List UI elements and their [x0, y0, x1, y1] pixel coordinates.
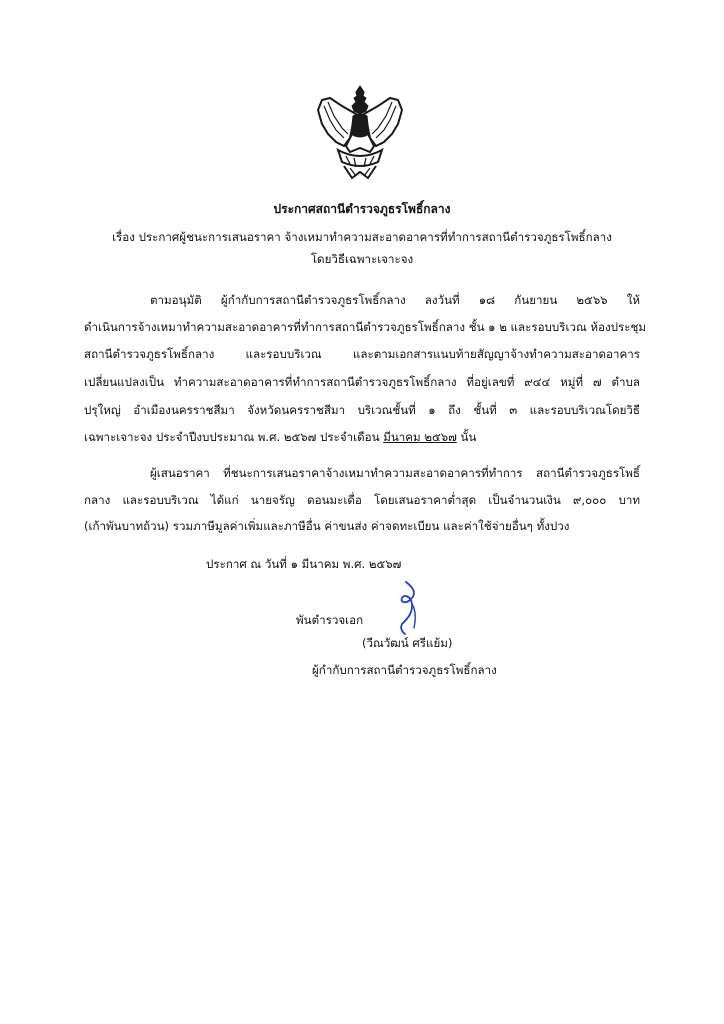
- procurement-method: โดยวิธีเฉพาะเจาะจง: [310, 252, 414, 266]
- signer-rank: พันตำรวจเอก: [296, 613, 364, 627]
- paragraph-1-line-1: ตามอนุมัติ ผู้กำกับการสถานีตำรวจภูธรโพธิ์กลาง ลงวันที่ ๑๘ กันยายน ๒๕๖๖ ให้: [150, 293, 640, 307]
- paragraph-1-line-3: สถานีตำรวจภูธรโพธิ์กลาง และรอบบริเวณ และตามเอกสารแนบท้ายสัญญาจ้างทำความสะอาดอาคาร: [84, 347, 640, 361]
- signer-name: (วีณวัฒน์ ศรีแย้ม): [362, 636, 453, 650]
- service-month: มีนาคม ๒๕๖๗: [383, 430, 457, 444]
- paragraph-1-line-5: ปรุใหญ่ อำเมืองนครราชสีมา จังหวัดนครราชสีมา บริเวณชั้นที่ ๑ ถึง ชั้นที่ ๓ และรอบบริเวณโดยวิธี: [84, 403, 640, 417]
- paragraph-2-line-1: ผู้เสนอราคา ที่ชนะการเสนอราคาจ้างเหมาทำความสะอาดอาคารที่ทำการ สถานีตำรวจภูธรโพธิ์: [150, 466, 640, 480]
- garuda-emblem-icon: [316, 84, 404, 180]
- paragraph-2-line-2: กลาง และรอบบริเวณ ได้แก่ นายจรัญ ดอนมะเดื่อ โดยเสนอราคาต่ำสุด เป็นจำนวนเงิน ๙,๐๐๐ บาท: [84, 493, 640, 507]
- paragraph-2-line-3: (เก้าพันบาทถ้วน) รวมภาษีมูลค่าเพิ่มและภาษีอื่น ค่าขนส่ง ค่าจดทะเบียน และค่าใช้จ่ายอื่นๆ ทั้งปวง: [84, 519, 570, 533]
- announcement-date: ประกาศ ณ วันที่ ๑ มีนาคม พ.ศ. ๒๕๖๗: [206, 557, 402, 571]
- handwritten-signature-icon: [390, 578, 426, 636]
- paragraph-1-end: นั้น: [460, 430, 477, 444]
- paragraph-1-line-2: ดำเนินการจ้างเหมาทำความสะอาดอาคารที่ทำการสถานีตำรวจภูธรโพธิ์กลาง ชั้น ๑ ๒ และรอบบริเวณ ห้องประชุม: [84, 320, 646, 334]
- paragraph-1-line-6: [84, 429, 476, 445]
- signer-position: ผู้กำกับการสถานีตำรวจภูธรโพธิ์กลาง: [312, 663, 497, 677]
- paragraph-1-line-4: เปลี่ยนแปลงเป็น ทำความสะอาดอาคารที่ทำการสถานีตำรวจภูธรโพธิ์กลาง ที่อยู่เลขที่ ๙๔๔ หมู่ที่ ๗ ตำบล: [84, 375, 640, 389]
- fiscal-year-text: เฉพาะเจาะจง ประจำปีงบประมาณ พ.ศ. ๒๕๖๗ ประจำเดือน: [84, 430, 380, 444]
- document-title: ประกาศสถานีตำรวจภูธรโพธิ์กลาง: [273, 202, 451, 216]
- document-subject: เรื่อง ประกาศผู้ชนะการเสนอราคา จ้างเหมาทำความสะอาดอาคารที่ทำการสถานีตำรวจภูธรโพธิ์กลาง: [112, 230, 612, 244]
